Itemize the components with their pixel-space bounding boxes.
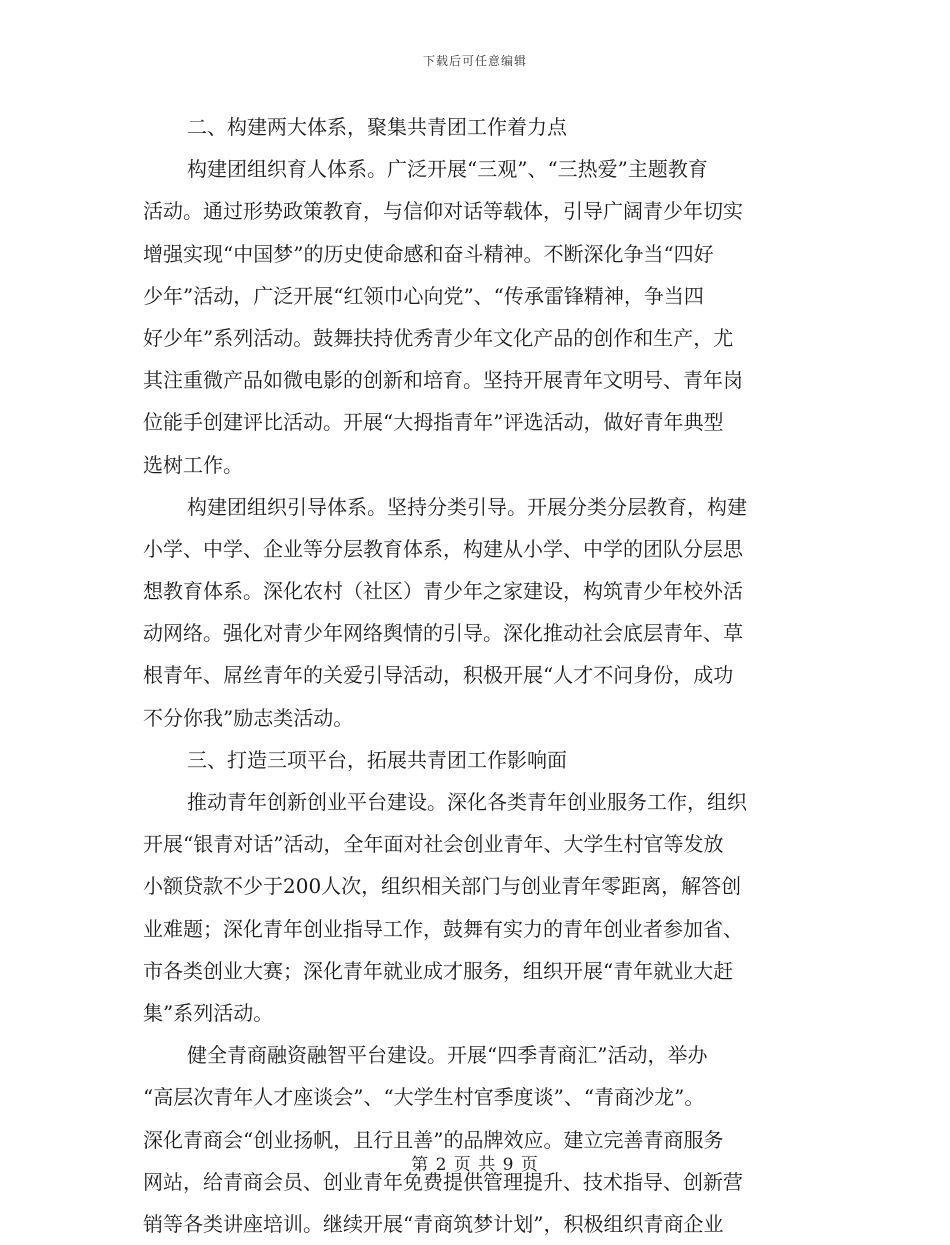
- paragraph-line: 不分你我”励志类活动。: [143, 705, 354, 730]
- paragraph-line: 销等各类讲座培训。继续开展“青商筑梦计划”，积极组织青商企业: [143, 1211, 724, 1236]
- page-header-note: 下载后可任意编辑: [422, 54, 527, 68]
- paragraph-line: 小额贷款不少于200人次，组织相关部门与创业青年零距离，解答创: [143, 874, 742, 899]
- section-heading: 三、打造三项平台，拓展共青团工作影响面: [187, 747, 567, 772]
- paragraph-line: 少年”活动，广泛开展“红领巾心向党”、“传承雷锋精神，争当四: [143, 283, 704, 308]
- paragraph-line: 构建团组织育人体系。广泛开展“三观”、“三热爱”主题教育: [187, 157, 708, 182]
- paragraph-line: 好少年”系列活动。鼓舞扶持优秀青少年文化产品的创作和生产，尤: [143, 325, 734, 350]
- paragraph-line: 市各类创业大赛；深化青年就业成才服务，组织开展“青年就业大赶: [143, 958, 734, 983]
- paragraph-line: 根青年、屌丝青年的关爱引导活动，积极开展“人才不问身份，成功: [143, 663, 734, 688]
- paragraph-line: 其注重微产品如微电影的创新和培育。坚持开展青年文明号、青年岗: [143, 368, 743, 393]
- paragraph-line: 小学、中学、企业等分层教育体系，构建从小学、中学的团队分层思: [143, 536, 743, 561]
- paragraph-line: 网站，给青商会员、创业青年免费提供管理提升、技术指导、创新营: [143, 1169, 743, 1194]
- paragraph-line: 健全青商融资融智平台建设。开展“四季青商汇”活动，举办: [187, 1043, 708, 1068]
- paragraph-line: 业难题；深化青年创业指导工作，鼓舞有实力的青年创业者参加省、: [143, 916, 743, 941]
- paragraph-line: “高层次青年人才座谈会”、“大学生村官季度谈”、“青商沙龙”。: [143, 1085, 705, 1110]
- section-heading: 二、构建两大体系，聚集共青团工作着力点: [187, 115, 567, 139]
- paragraph-line: 深化青商会“创业扬帆，且行且善”的品牌效应。建立完善青商服务: [143, 1127, 724, 1152]
- paragraph-line: 推动青年创新创业平台建设。深化各类青年创业服务工作，组织: [187, 790, 747, 814]
- paragraph-line: 集”系列活动。: [143, 1000, 274, 1025]
- paragraph-line: 构建团组织引导体系。坚持分类引导。开展分类分层教育，构建: [187, 494, 747, 519]
- paragraph-line: 增强实现“中国梦”的历史使命感和奋斗精神。不断深化争当“四好: [143, 241, 714, 266]
- paragraph-line: 开展“银青对话”活动，全年面对社会创业青年、大学生村官等发放: [143, 832, 724, 857]
- paragraph-line: 活动。通过形势政策教育，与信仰对话等载体，引导广阔青少年切实: [143, 199, 743, 224]
- paragraph-line: 选树工作。: [143, 452, 243, 477]
- paragraph-line: 想教育体系。深化农村（社区）青少年之家建设，构筑青少年校外活: [143, 579, 743, 604]
- document-body: [143, 106, 807, 1245]
- paragraph-line: 动网络。强化对青少年网络舆情的引导。深化推动社会底层青年、草: [143, 621, 743, 646]
- paragraph-line: 位能手创建评比活动。开展“大拇指青年”评选活动，做好青年典型: [143, 410, 724, 435]
- page-number-footer: 第 2 页 共 9 页: [411, 1155, 539, 1175]
